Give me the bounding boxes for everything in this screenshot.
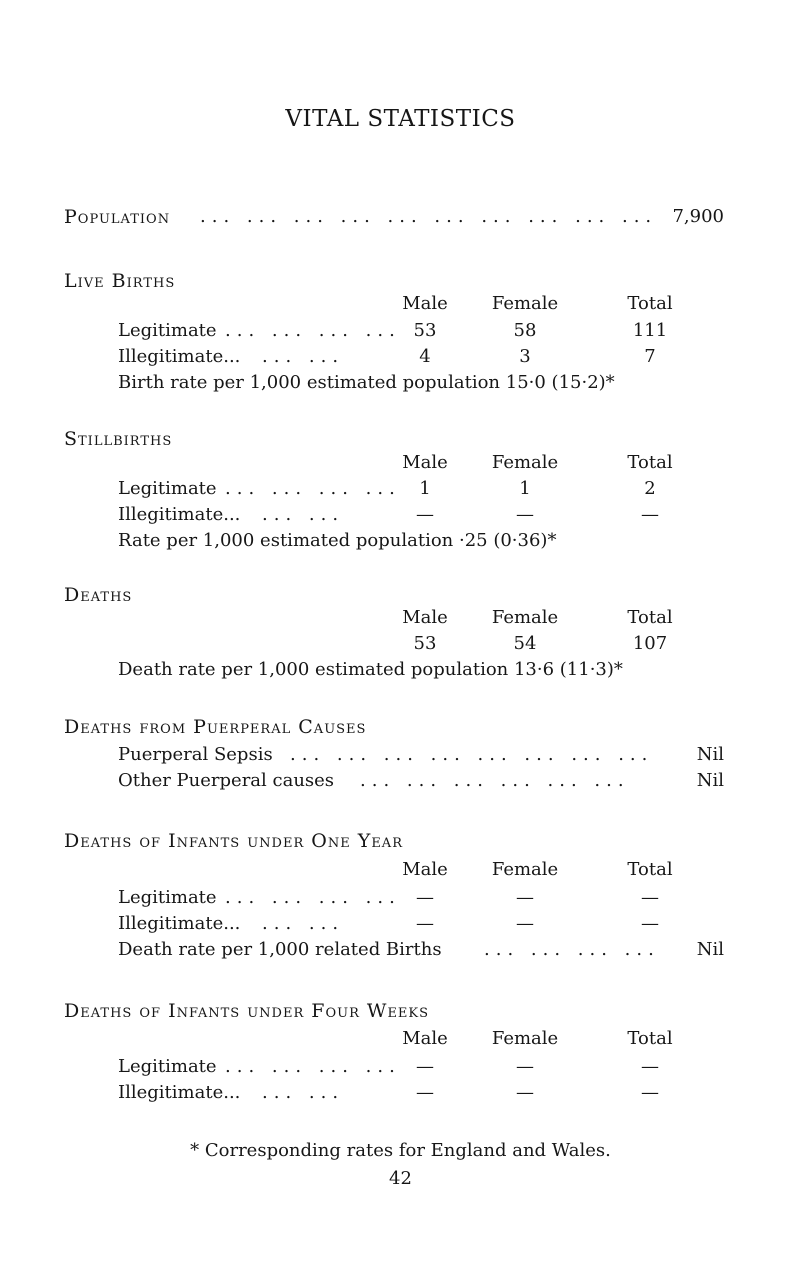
deaths-total-header: Total — [627, 607, 673, 628]
infant-death-rate-dots: ... ... ... ... — [484, 939, 660, 960]
population-value: 7,900 — [672, 206, 724, 227]
puerperal-sepsis-value: Nil — [696, 744, 724, 765]
infants-four-weeks-illegit-male: — — [416, 1082, 434, 1103]
infants-one-year-illegit-total: — — [641, 913, 659, 934]
deaths-male-header: Male — [402, 607, 448, 628]
stillbirths-legit-female: 1 — [519, 478, 531, 499]
stillbirths-total-header: Total — [627, 452, 673, 473]
live-births-male-header: Male — [402, 293, 448, 314]
other-puerperal-label: Other Puerperal causes — [118, 770, 335, 791]
footnote: * Corresponding rates for England and Wales. — [190, 1140, 611, 1161]
live-births-illegit-male: 4 — [419, 346, 431, 367]
live-births-illegit-dots: ... ... — [262, 346, 345, 367]
puerperal-sepsis-dots: ... ... ... ... ... ... ... ... — [290, 744, 654, 765]
live-births-illegit-female: 3 — [519, 346, 531, 367]
death-rate-text: Death rate per 1,000 estimated population 13·6 (11·3)* — [118, 659, 623, 680]
population-label: Population — [64, 206, 171, 228]
infant-death-rate-value: Nil — [696, 939, 724, 960]
infants-four-weeks-illegit-dots: ... ... — [262, 1082, 345, 1103]
live-births-heading: Live Births — [64, 270, 176, 292]
infants-one-year-heading: Deaths of Infants under One Year — [64, 830, 403, 852]
live-births-legit-male: 53 — [413, 320, 437, 341]
infants-four-weeks-male-header: Male — [402, 1028, 448, 1049]
stillbirths-illegit-label: Illegitimate... — [118, 504, 241, 525]
live-births-legit-dots: ... ... ... ... — [225, 320, 401, 341]
infants-one-year-legit-label: Legitimate — [118, 887, 217, 908]
deaths-female-value: 54 — [513, 633, 537, 654]
live-births-illegit-label: Illegitimate... — [118, 346, 241, 367]
infants-one-year-illegit-female: — — [516, 913, 534, 934]
infants-one-year-total-header: Total — [627, 859, 673, 880]
stillbirths-legit-label: Legitimate — [118, 478, 217, 499]
puerperal-heading: Deaths from Puerperal Causes — [64, 716, 367, 738]
page-number: 42 — [389, 1168, 412, 1189]
stillbirths-male-header: Male — [402, 452, 448, 473]
other-puerperal-value: Nil — [696, 770, 724, 791]
infants-one-year-legit-female: — — [516, 887, 534, 908]
infants-one-year-legit-dots: ... ... ... ... — [225, 887, 401, 908]
population-dots: ... ... ... ... ... ... ... ... ... ... — [200, 206, 658, 227]
deaths-male-value: 53 — [413, 633, 437, 654]
infants-one-year-female-header: Female — [491, 859, 559, 880]
deaths-heading: Deaths — [64, 584, 133, 606]
infants-one-year-male-header: Male — [402, 859, 448, 880]
live-births-female-header: Female — [491, 293, 559, 314]
other-puerperal-dots: ... ... ... ... ... ... — [360, 770, 630, 791]
stillbirths-illegit-male: — — [416, 504, 434, 525]
live-births-legit-label: Legitimate — [118, 320, 217, 341]
infants-four-weeks-legit-label: Legitimate — [118, 1056, 217, 1077]
live-births-legit-female: 58 — [513, 320, 537, 341]
live-births-total-header: Total — [627, 293, 673, 314]
stillbirths-illegit-dots: ... ... — [262, 504, 345, 525]
infants-four-weeks-illegit-total: — — [641, 1082, 659, 1103]
infants-four-weeks-total-header: Total — [627, 1028, 673, 1049]
stillbirth-rate-text: Rate per 1,000 estimated population ·25 (0·36)* — [118, 530, 557, 551]
infants-one-year-illegit-male: — — [416, 913, 434, 934]
stillbirths-heading: Stillbirths — [64, 428, 173, 450]
stillbirths-illegit-female: — — [516, 504, 534, 525]
birth-rate-text: Birth rate per 1,000 estimated population 15·0 (15·2)* — [118, 372, 615, 393]
infants-four-weeks-legit-dots: ... ... ... ... — [225, 1056, 401, 1077]
infants-four-weeks-illegit-label: Illegitimate... — [118, 1082, 241, 1103]
infants-four-weeks-legit-female: — — [516, 1056, 534, 1077]
stillbirths-female-header: Female — [491, 452, 559, 473]
infant-death-rate-label: Death rate per 1,000 related Births — [118, 939, 442, 960]
infants-one-year-illegit-dots: ... ... — [262, 913, 345, 934]
infants-four-weeks-legit-male: — — [416, 1056, 434, 1077]
stillbirths-legit-dots: ... ... ... ... — [225, 478, 401, 499]
infants-four-weeks-legit-total: — — [641, 1056, 659, 1077]
stillbirths-illegit-total: — — [641, 504, 659, 525]
page-title: VITAL STATISTICS — [285, 106, 516, 132]
puerperal-sepsis-label: Puerperal Sepsis — [118, 744, 273, 765]
deaths-total-value: 107 — [632, 633, 668, 654]
stillbirths-legit-total: 2 — [644, 478, 656, 499]
infants-one-year-legit-male: — — [416, 887, 434, 908]
infants-one-year-illegit-label: Illegitimate... — [118, 913, 241, 934]
infants-four-weeks-illegit-female: — — [516, 1082, 534, 1103]
live-births-legit-total: 111 — [632, 320, 668, 341]
stillbirths-legit-male: 1 — [419, 478, 431, 499]
infants-one-year-legit-total: — — [641, 887, 659, 908]
infants-four-weeks-female-header: Female — [491, 1028, 559, 1049]
deaths-female-header: Female — [491, 607, 559, 628]
live-births-illegit-total: 7 — [644, 346, 656, 367]
infants-four-weeks-heading: Deaths of Infants under Four Weeks — [64, 1000, 430, 1022]
